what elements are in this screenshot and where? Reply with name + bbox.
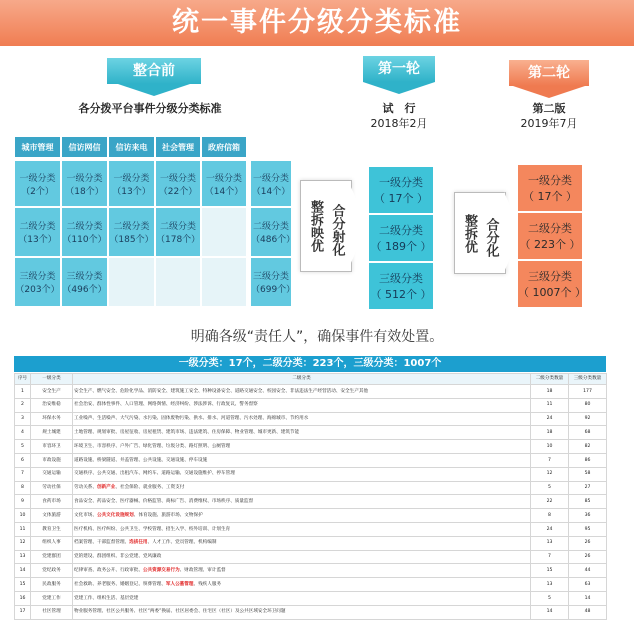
cell-text: 安全生产、燃气安全、危险化学品、消防安全、建筑施工安全、特种设备安全、道路交通安全、校园安全、非法违法生产经营活动、安全生产其他 — [74, 388, 369, 394]
round1-cell — [368, 262, 434, 310]
table-cell: 14 — [569, 591, 607, 605]
round2-column — [517, 164, 586, 308]
table-cell: 10 — [15, 509, 31, 523]
table-cell — [73, 412, 531, 426]
round2-cell — [517, 164, 583, 212]
cell-text: 党建工作、组织生活、基层党建 — [74, 595, 139, 601]
grid-cell — [14, 257, 61, 307]
round1-cell — [368, 166, 434, 214]
cell-text: 纪律审查、政务公开、行政审批、 — [74, 568, 143, 573]
table-cell: 24 — [531, 522, 569, 536]
platform-header: 信访网信 — [61, 136, 108, 158]
table-cell: 36 — [569, 509, 607, 523]
table-cell: 11 — [15, 522, 31, 536]
cell-label: 二级分类 — [159, 222, 196, 232]
table-row — [15, 591, 607, 605]
table-cell: 18 — [531, 426, 569, 440]
grid-cell — [61, 207, 108, 257]
table-cell: 177 — [569, 385, 607, 399]
process-text: 合分射化 — [329, 204, 345, 256]
round1-date: 2018年2月 — [370, 117, 428, 130]
table-body — [15, 385, 607, 620]
table-cell: 教育卫生 — [31, 522, 73, 536]
table-row — [15, 426, 607, 440]
table-cell: 24 — [531, 412, 569, 426]
table-cell: 党建群团 — [31, 550, 73, 564]
round1-column — [368, 166, 434, 310]
table-cell: 48 — [569, 605, 607, 619]
table-cell: 68 — [569, 426, 607, 440]
table-cell: 市容环卫 — [31, 440, 73, 454]
cell-count: （110个） — [62, 235, 107, 245]
table-header-row — [15, 374, 607, 385]
grid-cell — [61, 257, 108, 307]
table-cell: 环保水务 — [31, 412, 73, 426]
cell-count: （18个） — [65, 186, 104, 197]
table-cell — [73, 605, 531, 619]
cell-count: （14个） — [204, 186, 244, 197]
table-cell: 市政设施 — [31, 453, 73, 467]
table-cell: 15 — [15, 578, 31, 592]
table-cell: 7 — [531, 550, 569, 564]
cell-text: 、财政管理、审计监督 — [179, 568, 226, 573]
table-cell — [73, 591, 531, 605]
grid-cell — [108, 160, 155, 207]
round2-date: 2019年7月 — [520, 117, 578, 130]
table-cell — [73, 426, 531, 440]
stage-round2-label: 第二轮 — [509, 60, 589, 86]
cell-count: （203个） — [15, 285, 60, 295]
cell-count: （13个） — [18, 235, 57, 245]
table-cell — [73, 453, 531, 467]
table-row — [15, 536, 607, 550]
table-title: 一级分类：17个，二级分类：223个，三级分类：1007个 — [14, 356, 606, 372]
table-cell: 2 — [15, 398, 31, 412]
table-cell — [73, 481, 531, 495]
table-cell: 劳动社保 — [31, 481, 73, 495]
grid-cell — [61, 160, 108, 207]
table-cell: 安全生产 — [31, 385, 73, 399]
table-cell: 58 — [569, 467, 607, 481]
cell-label: 二级分类 — [528, 222, 572, 235]
grid-cell — [155, 160, 201, 207]
table-cell — [73, 536, 531, 550]
round2-cell — [517, 260, 586, 308]
cell-label: 一级分类 — [252, 173, 289, 184]
before-platform-grid — [14, 136, 247, 307]
platform-header-row — [14, 136, 247, 158]
table-cell — [73, 509, 531, 523]
table-cell: 8 — [531, 509, 569, 523]
cell-label: 二级分类 — [66, 222, 103, 232]
table-cell: 7 — [15, 467, 31, 481]
process-text: 整拆映优 — [308, 200, 323, 252]
cell-count: （699个） — [251, 285, 296, 295]
cell-text: 、体育设施、旅游市场、文物保护 — [133, 512, 203, 518]
cell-count: （178个） — [156, 235, 201, 245]
table-cell: 82 — [569, 440, 607, 454]
cell-count: （ 189个 ） — [370, 240, 432, 253]
highlighted-text: 选拔任用 — [129, 540, 148, 546]
platform-header: 政府信箱 — [201, 136, 247, 158]
cell-text: 档案管理、干部监督管理、 — [74, 540, 130, 546]
cell-label: 二级分类 — [113, 222, 150, 232]
round1-cell — [368, 214, 434, 262]
total-cell — [250, 207, 296, 257]
table-cell — [73, 440, 531, 454]
table-cell: 18 — [531, 385, 569, 399]
cell-label: 一级分类 — [19, 173, 56, 184]
table-cell — [73, 550, 531, 564]
cell-label: 一级分类 — [113, 173, 150, 184]
column-header: 二级分类 — [73, 374, 531, 385]
grid-cell — [14, 207, 61, 257]
cell-text: 环境卫生、市容秩序、户外广告、绿化管理、垃圾分类、路灯照明、公厕管理 — [74, 443, 231, 449]
cell-label: 一级分类 — [159, 173, 196, 184]
cell-count: （185个） — [109, 235, 154, 245]
cell-text: 交通秩序、公共交通、出租汽车、网约车、道路运输、交通设施维护、停车管理 — [74, 471, 235, 477]
table-cell: 4 — [15, 426, 31, 440]
column-header: 一级分类 — [31, 374, 73, 385]
highlighted-text: 公共文化设施规划 — [96, 512, 134, 518]
cell-label: 三级分类 — [66, 272, 103, 282]
highlighted-text: 军人公墓管理 — [165, 581, 194, 587]
table-cell: 5 — [531, 481, 569, 495]
arrow-down-icon — [513, 86, 585, 98]
grid-cell — [155, 207, 201, 257]
table-cell: 86 — [569, 453, 607, 467]
cell-label: 三级分类 — [19, 272, 56, 282]
table-cell: 44 — [569, 564, 607, 578]
table-cell: 13 — [531, 536, 569, 550]
table-cell: 95 — [569, 522, 607, 536]
slogan: 明确各级“责任人”，确保事件有效处置。 — [190, 329, 444, 345]
table-cell: 10 — [531, 440, 569, 454]
process-box-2 — [454, 192, 506, 274]
table-row — [15, 578, 607, 592]
platform-header: 社会管理 — [155, 136, 201, 158]
table-cell: 交通运输 — [31, 467, 73, 481]
table-cell — [73, 398, 531, 412]
grid-cell-empty — [108, 257, 155, 307]
cell-count: （13个） — [112, 186, 151, 197]
table-row — [15, 605, 607, 619]
table-row — [15, 412, 607, 426]
table-cell: 27 — [569, 481, 607, 495]
highlighted-text: 创新产业 — [96, 485, 116, 491]
classification-table — [14, 373, 607, 620]
cell-count: （ 512个 ） — [370, 288, 432, 301]
table-cell: 7 — [531, 453, 569, 467]
table-cell: 14 — [531, 605, 569, 619]
table-cell: 80 — [569, 398, 607, 412]
grid-cell-empty — [201, 207, 247, 257]
grid-cell-empty — [201, 257, 247, 307]
round2-cell — [517, 212, 583, 260]
cell-text: 物业服务管理、社区公共服务、社区“两委”换届、社区居委会、住宅区（社区）及公共区域安全环卫问题 — [74, 609, 286, 615]
table-cell — [73, 495, 531, 509]
cell-text: 土地管理、规划审批、房屋征收、房屋租赁、建筑市场、违法建筑、住房保障、物业管理、城市更新、建筑节能 — [74, 430, 300, 436]
table-row — [15, 453, 607, 467]
cell-label: 三级分类 — [528, 270, 572, 283]
table-cell: 5 — [531, 591, 569, 605]
table-cell: 民政服务 — [31, 578, 73, 592]
process-text: 整拆优 — [462, 213, 477, 253]
cell-count: （ 1007个 ） — [518, 286, 586, 299]
cell-text: 工业噪声、生活噪声、大气污染、水污染、固体废物污染、供水、排水、河道管理、污水处理、海绵城市、节约用水 — [74, 416, 309, 422]
cell-count: （2个） — [21, 186, 54, 197]
table-row — [15, 440, 607, 454]
column-header: 序号 — [15, 374, 31, 385]
round1-heading: 试 行 — [382, 102, 416, 115]
table-row — [15, 522, 607, 536]
table-cell: 26 — [569, 536, 607, 550]
cell-label: 三级分类 — [379, 272, 423, 285]
level1-row — [14, 160, 247, 207]
table-row — [15, 385, 607, 399]
cell-text: 、人才工作、党员管理、机构编制 — [147, 540, 217, 546]
table-cell: 治安维稳 — [31, 398, 73, 412]
table-row — [15, 481, 607, 495]
table-cell: 22 — [531, 495, 569, 509]
cell-text: 文化市场、 — [74, 512, 97, 518]
level3-row — [14, 257, 247, 307]
table-cell: 13 — [531, 578, 569, 592]
cell-label: 一级分类 — [528, 174, 572, 187]
cell-text: 、残疾人服务 — [193, 581, 222, 587]
table-cell: 6 — [15, 453, 31, 467]
cell-text: 医疗机构、医疗纠纷、公共卫生、学校管理、招生入学、校外培训、计划生育 — [74, 526, 231, 532]
total-cell — [250, 160, 292, 207]
table-cell: 党纪政务 — [31, 564, 73, 578]
round2-heading: 第二版 — [532, 102, 566, 115]
process-arrow-icon — [350, 185, 368, 265]
before-totals-column — [250, 160, 296, 307]
table-cell: 1 — [15, 385, 31, 399]
stage-before-label: 整合前 — [107, 58, 201, 84]
page-title: 统一事件分级分类标准 — [0, 0, 634, 46]
cell-label: 一级分类 — [205, 173, 242, 184]
table-row — [15, 398, 607, 412]
cell-count: （ 17个 ） — [374, 192, 428, 205]
table-cell — [73, 385, 531, 399]
table-cell: 11 — [531, 398, 569, 412]
cell-label: 二级分类 — [19, 222, 56, 232]
cell-count: （496个） — [62, 285, 107, 295]
level2-row — [14, 207, 247, 257]
table-cell — [73, 467, 531, 481]
total-cell — [250, 257, 296, 307]
table-cell: 17 — [15, 605, 31, 619]
before-heading: 各分拨平台事件分级分类标准 — [78, 102, 222, 115]
table-row — [15, 467, 607, 481]
process-text: 合分化 — [483, 217, 499, 257]
table-cell: 食药市场 — [31, 495, 73, 509]
table-cell: 5 — [15, 440, 31, 454]
grid-cell-empty — [155, 257, 201, 307]
table-row — [15, 564, 607, 578]
cell-count: （ 223个 ） — [519, 238, 581, 251]
table-cell: 15 — [531, 564, 569, 578]
table-cell — [73, 578, 531, 592]
table-row — [15, 509, 607, 523]
arrow-down-icon — [118, 84, 190, 96]
table-cell — [73, 522, 531, 536]
cell-count: （ 17个 ） — [523, 190, 577, 203]
table-cell: 92 — [569, 412, 607, 426]
cell-text: 社会救助、养老服务、婚姻登记、殡葬管理、 — [74, 581, 166, 587]
arrow-down-icon — [363, 82, 435, 94]
table-row — [15, 495, 607, 509]
table-cell: 党建工作 — [31, 591, 73, 605]
grid-cell — [108, 207, 155, 257]
cell-text: 食品安全、药品安全、医疗器械、价格监管、商标广告、消费维权、市场秩序、质量监督 — [74, 499, 254, 505]
process-box-1 — [300, 180, 352, 272]
table-cell: 13 — [15, 550, 31, 564]
stage-round1-label: 第一轮 — [363, 56, 435, 82]
table-cell: 85 — [569, 495, 607, 509]
table-cell: 9 — [15, 495, 31, 509]
table-cell: 规土城建 — [31, 426, 73, 440]
cell-text: 道路设施、桥梁隧道、井盖管理、公共设施、交通设施、停车设施 — [74, 457, 208, 463]
table-cell: 8 — [15, 481, 31, 495]
table-cell: 3 — [15, 412, 31, 426]
table-cell: 12 — [15, 536, 31, 550]
grid-cell — [14, 160, 61, 207]
column-header: 二级分类数量 — [531, 374, 569, 385]
cell-label: 二级分类 — [252, 222, 289, 232]
cell-label: 一级分类 — [66, 173, 103, 184]
table-cell: 16 — [15, 591, 31, 605]
cell-text: 、社会保险、就业服务、工资支付 — [115, 485, 185, 491]
platform-header: 信访来电 — [108, 136, 155, 158]
table-cell: 12 — [531, 467, 569, 481]
column-header: 三级分类数量 — [569, 374, 607, 385]
cell-text: 社会治安、群体性事件、人口管理、网络舆情、经济纠纷、涉法涉诉、行政复议、警务督察 — [74, 402, 258, 408]
cell-count: （14个） — [251, 186, 291, 197]
cell-count: （22个） — [158, 186, 198, 197]
cell-text: 党的建设、群团组织、非公党建、党风廉政 — [74, 554, 162, 560]
cell-text: 劳动关系、 — [74, 485, 97, 491]
grid-cell — [201, 160, 247, 207]
cell-label: 二级分类 — [379, 224, 423, 237]
table-cell: 社区管理 — [31, 605, 73, 619]
table-cell: 文体旅游 — [31, 509, 73, 523]
table-cell — [73, 564, 531, 578]
cell-count: （486个） — [251, 235, 296, 245]
table-cell: 14 — [15, 564, 31, 578]
platform-header: 城市管理 — [14, 136, 61, 158]
highlighted-text: 公共资源交易行为 — [142, 568, 180, 573]
table-cell: 26 — [569, 550, 607, 564]
cell-label: 一级分类 — [379, 176, 423, 189]
table-cell: 63 — [569, 578, 607, 592]
cell-label: 三级分类 — [252, 272, 289, 282]
table-row — [15, 550, 607, 564]
table-cell: 组织人事 — [31, 536, 73, 550]
